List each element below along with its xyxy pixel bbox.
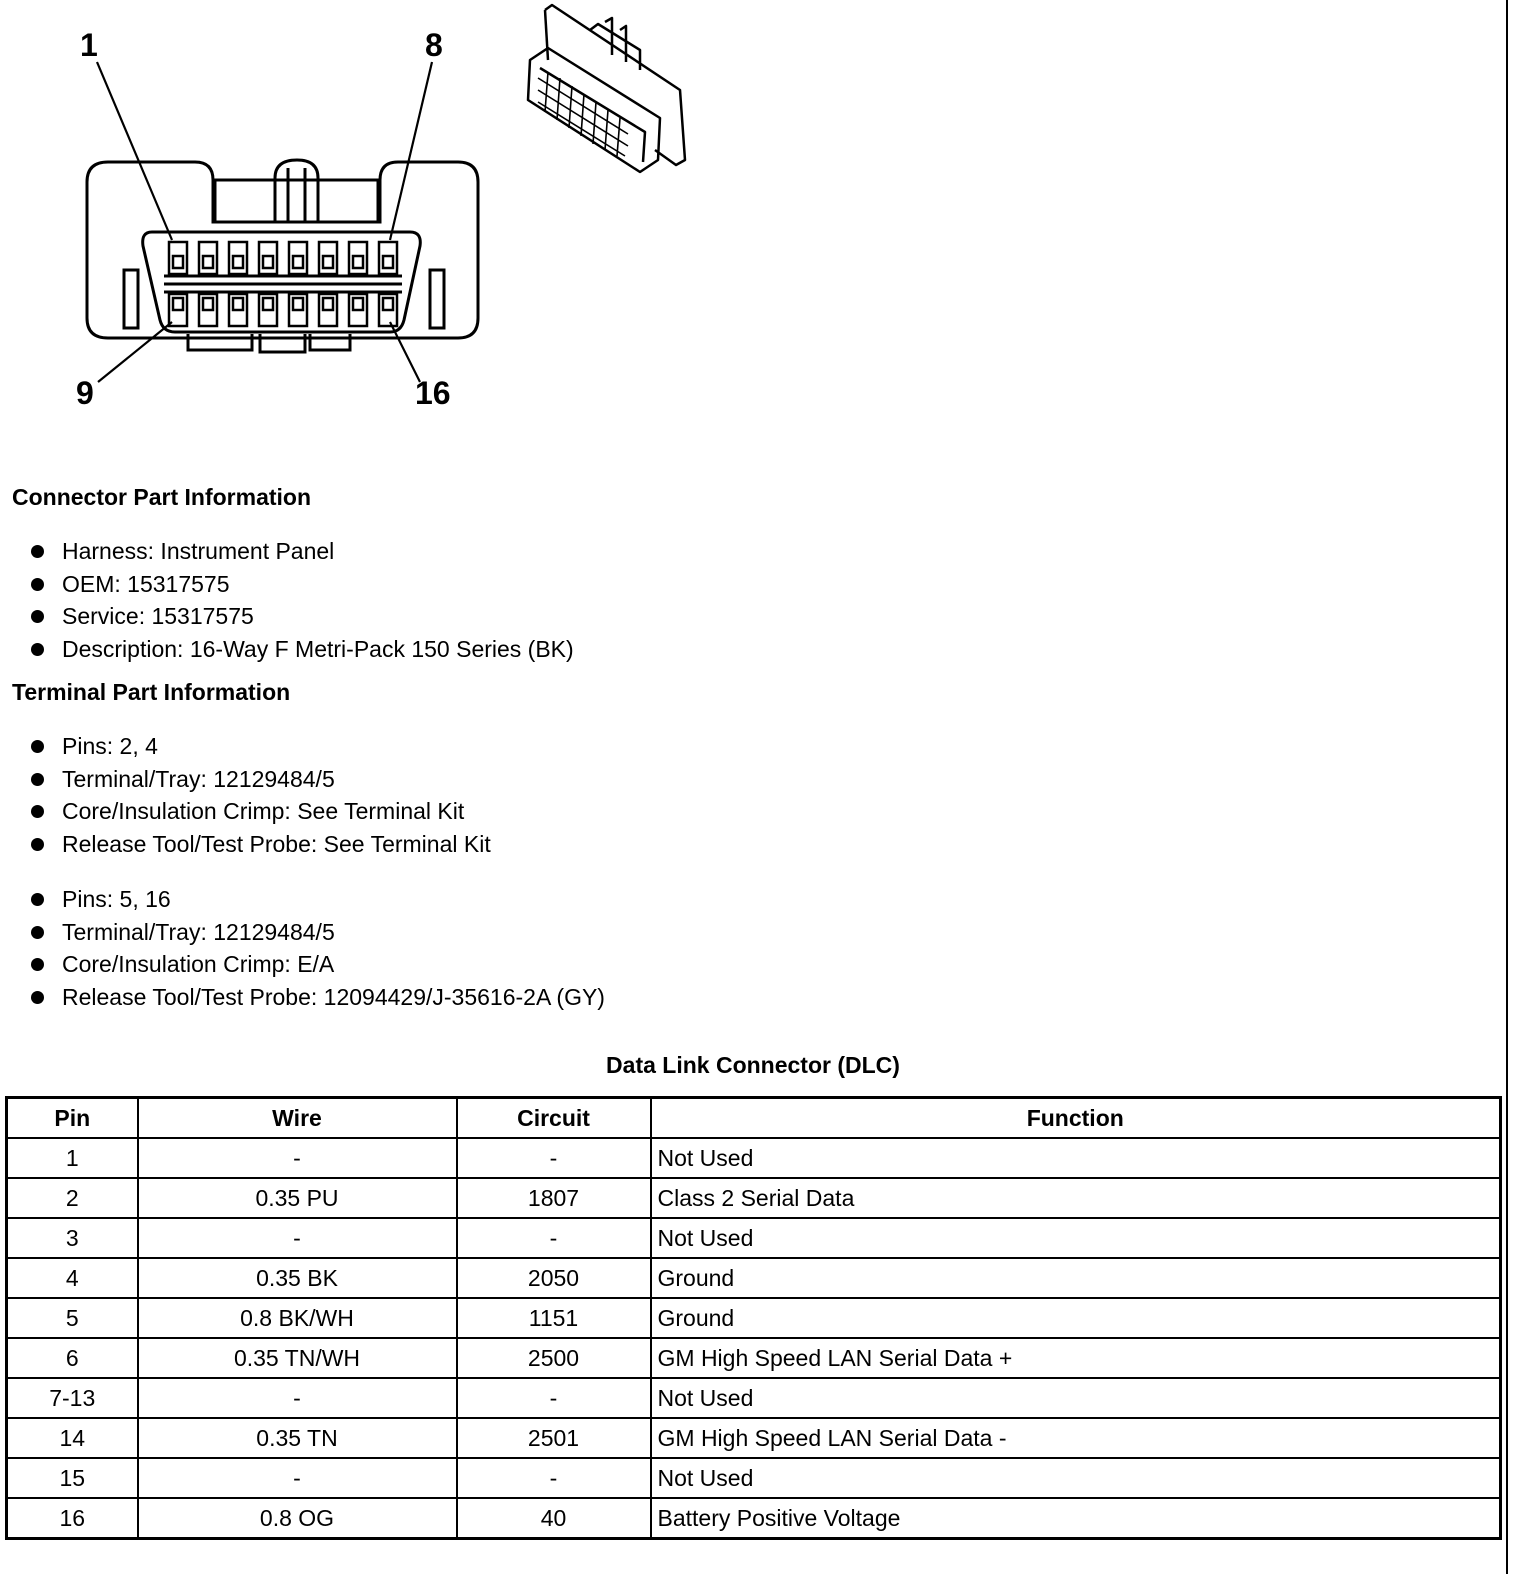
cell-pin: 15 [7,1458,138,1498]
cell-function: Not Used [651,1138,1501,1178]
cell-pin: 16 [7,1498,138,1539]
pin-contact-8 [383,256,393,268]
cell-wire: 0.35 TN [138,1418,457,1458]
list-item: Pins: 2, 4 [28,730,491,763]
cell-circuit: 40 [457,1498,651,1539]
cell-circuit: - [457,1218,651,1258]
cell-pin: 14 [7,1418,138,1458]
pin-contact-12 [263,298,273,310]
cell-function: GM High Speed LAN Serial Data - [651,1418,1501,1458]
cell-wire: 0.35 BK [138,1258,457,1298]
table-row [7,1218,1501,1258]
list-item: Terminal/Tray: 12129484/5 [28,763,491,796]
cell-pin: 2 [7,1178,138,1218]
cell-circuit: 2500 [457,1338,651,1378]
cell-function: Ground [651,1258,1501,1298]
table-title: Data Link Connector (DLC) [606,1052,900,1078]
callout-pin-1: 1 [80,27,98,63]
cell-function: Ground [651,1298,1501,1338]
cell-function: Not Used [651,1378,1501,1418]
cell-circuit: - [457,1378,651,1418]
table-row [7,1418,1501,1458]
cell-function: Not Used [651,1458,1501,1498]
table-row [7,1298,1501,1338]
list-item: Core/Insulation Crimp: See Terminal Kit [28,795,491,828]
cell-wire: - [138,1458,457,1498]
terminal-info-group-1 [28,730,491,861]
table-row [7,1138,1501,1178]
list-item: Release Tool/Test Probe: 12094429/J-35616-2A (GY) [28,981,605,1014]
table-row [7,1258,1501,1298]
cell-pin: 4 [7,1258,138,1298]
cell-wire: - [138,1138,457,1178]
cell-wire: 0.8 BK/WH [138,1298,457,1338]
pin-contact-16 [383,298,393,310]
pin-contact-13 [293,298,303,310]
dlc-pinout-table [5,1096,1502,1540]
table-row [7,1498,1501,1539]
pin-contact-14 [323,298,333,310]
cell-wire: - [138,1218,457,1258]
cell-pin: 7-13 [7,1378,138,1418]
cell-circuit: 2050 [457,1258,651,1298]
cell-function: Not Used [651,1218,1501,1258]
list-item: Release Tool/Test Probe: See Terminal Kit [28,828,491,861]
cell-circuit: 2501 [457,1418,651,1458]
cell-circuit: 1151 [457,1298,651,1338]
table-row [7,1178,1501,1218]
list-item: Core/Insulation Crimp: E/A [28,948,605,981]
cell-circuit: - [457,1138,651,1178]
cell-pin: 3 [7,1218,138,1258]
list-item: Harness: Instrument Panel [28,535,574,568]
connector-face-diagram [60,10,500,410]
connector-part-info-heading: Connector Part Information [12,484,312,510]
table-header-row [7,1098,1501,1139]
pin-contact-15 [353,298,363,310]
cell-pin: 1 [7,1138,138,1178]
cell-circuit: - [457,1458,651,1498]
page-border-right [1506,0,1508,1574]
terminal-part-info-heading: Terminal Part Information [12,679,291,705]
list-item: Description: 16-Way F Metri-Pack 150 Series (BK) [28,633,574,666]
table-row [7,1338,1501,1378]
pin-contact-9 [173,298,183,310]
header-circuit: Circuit [457,1098,651,1139]
connector-part-info-list [28,535,574,666]
pin-contact-2 [203,256,213,268]
list-item: OEM: 15317575 [28,568,574,601]
cell-wire: 0.35 PU [138,1178,457,1218]
callout-pin-16: 16 [415,375,451,410]
header-function: Function [651,1098,1501,1139]
header-pin: Pin [7,1098,138,1139]
cell-function: Battery Positive Voltage [651,1498,1501,1539]
list-item: Pins: 5, 16 [28,883,605,916]
cell-circuit: 1807 [457,1178,651,1218]
cell-function: GM High Speed LAN Serial Data + [651,1338,1501,1378]
list-item: Terminal/Tray: 12129484/5 [28,916,605,949]
callout-pin-8: 8 [425,27,443,63]
table-row [7,1378,1501,1418]
pin-contact-11 [233,298,243,310]
cell-wire: 0.8 OG [138,1498,457,1539]
callout-pin-9: 9 [76,375,94,410]
terminal-info-group-2 [28,883,605,1014]
cell-pin: 5 [7,1298,138,1338]
header-wire: Wire [138,1098,457,1139]
list-item: Service: 15317575 [28,600,574,633]
cell-wire: - [138,1378,457,1418]
table-row [7,1458,1501,1498]
pin-contact-4 [263,256,273,268]
cell-wire: 0.35 TN/WH [138,1338,457,1378]
pin-contact-5 [293,256,303,268]
cell-pin: 6 [7,1338,138,1378]
pin-contact-6 [323,256,333,268]
pin-contact-7 [353,256,363,268]
connector-isometric-illustration [515,0,695,175]
pin-contact-10 [203,298,213,310]
pin-contact-1 [173,256,183,268]
cell-function: Class 2 Serial Data [651,1178,1501,1218]
pin-contact-3 [233,256,243,268]
